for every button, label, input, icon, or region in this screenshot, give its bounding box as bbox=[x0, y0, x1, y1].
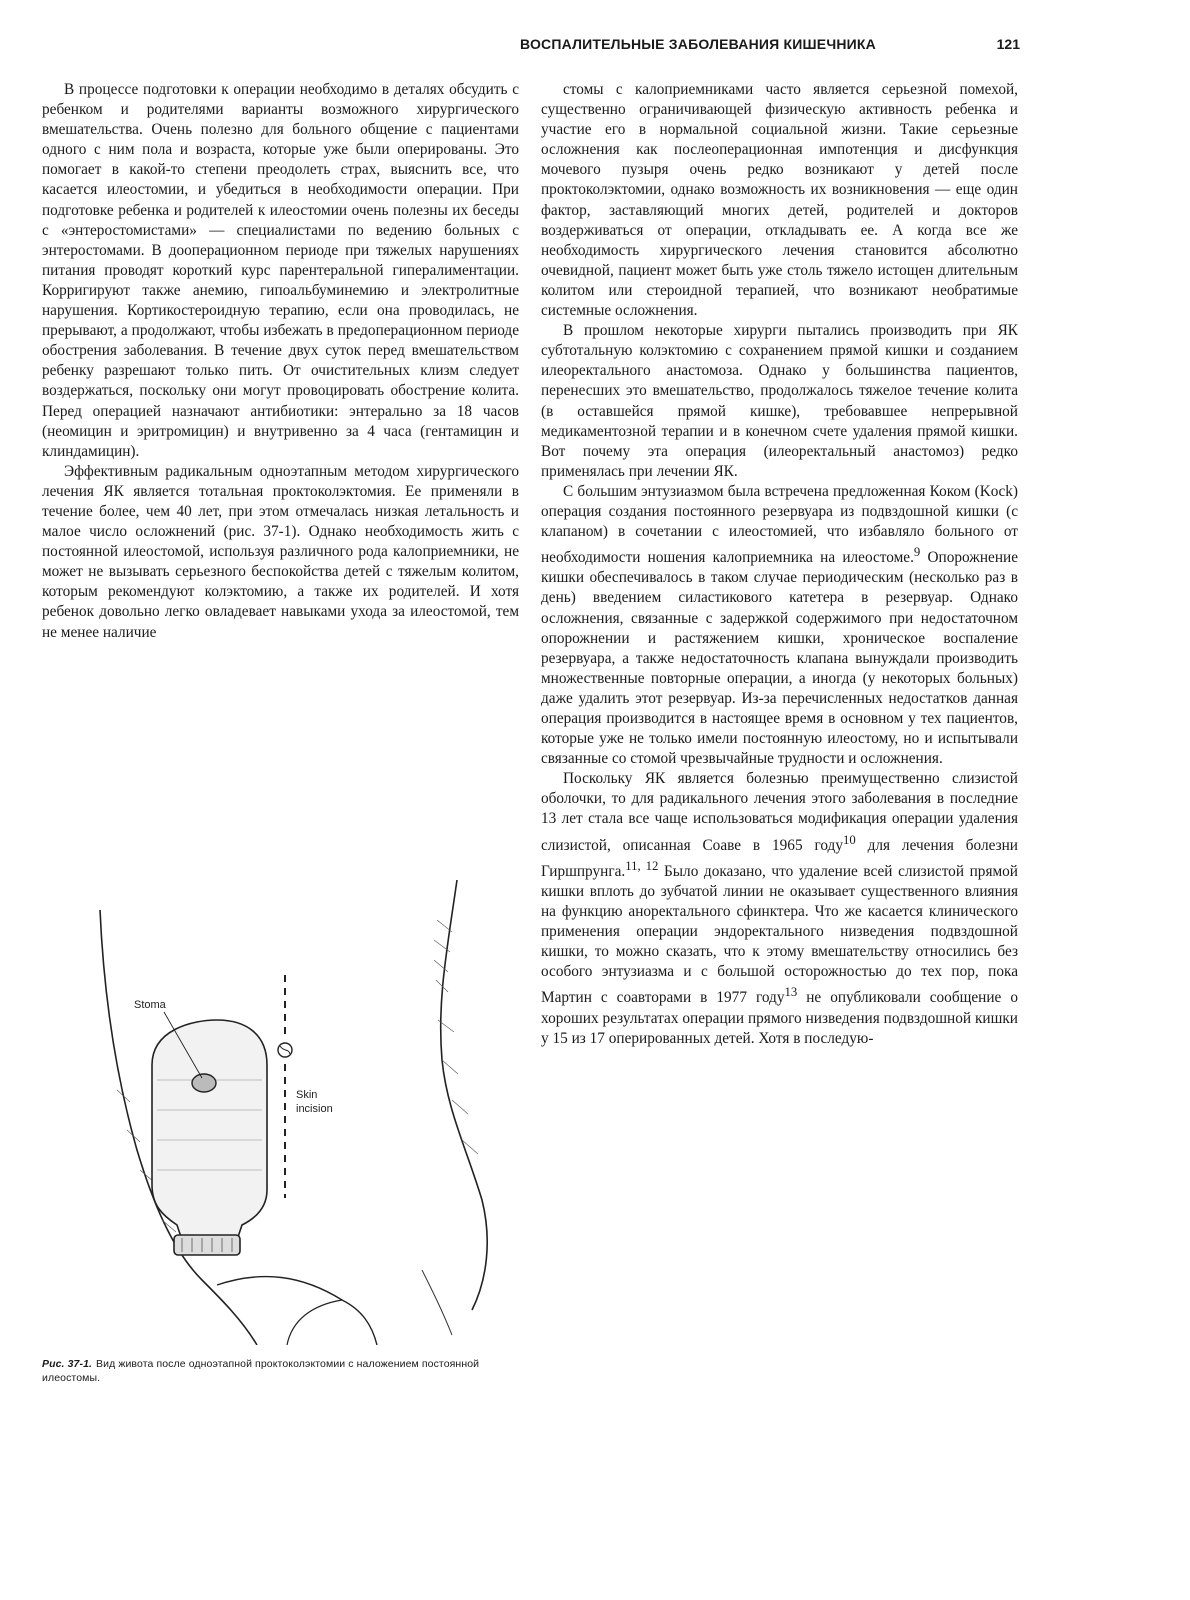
abdomen-illustration bbox=[42, 880, 519, 1345]
caption-text: Вид живота после одноэтапной проктоколэктомии с наложением постоянной илеостомы. bbox=[42, 1358, 480, 1384]
label-incision: incision bbox=[296, 1103, 333, 1115]
paragraph: В прошлом некоторые хирурги пытались производить при ЯК субтотальную колэктомию с сохранением прямой кишки и созданием илеоректального анастомоза. Однако у большинства пациентов, перенесших это вмешательство, продолжалось тяжелое течение колита (в оставшейся прямой кишке), требовавшее непрерывной медикаментозной терапии и в конечном счете удаления прямой кишки. Вот почему эта операция (илеоректальный анастомоз) редко применялась при лечении ЯК. bbox=[541, 322, 1018, 480]
figure-abdomen-ileostomy bbox=[42, 880, 519, 1345]
paragraph-text: не опубликовали сообщение о хороших результатах операции прямого низведения подвздошной кишки у 15 из 17 оперированных детей. Хотя в последую- bbox=[541, 989, 1018, 1047]
page-number: 121 bbox=[996, 36, 1020, 52]
right-column bbox=[541, 80, 1018, 1049]
paragraph-text: Было доказано, что удаление всей слизистой прямой кишки вплоть до зубчатой линии не оказывает существенного влияния на функцию аноректального сфинктера. Что же касается клинического применения операции эндоректального низведения подвздошной кишки, то можно сказать, что к этому вмешательству относились без особого энтузиазма и с большой осторожностью до тех пор, пока Мартин с соавторами в 1977 году bbox=[541, 862, 1018, 1007]
reference-marker: 13 bbox=[784, 985, 798, 1000]
paragraph: В процессе подготовки к операции необходимо в деталях обсудить с ребенком и родителями варианты возможного хирургического вмешательства. Очень полезно для больного общение с пациентами одного с ним пола и возраста, которые уже были оперированы. Это помогает в какой-то степени преодолеть страх, выяснить все, что касается илеостомии, и убедиться в необходимости операции. При подготовке ребенка и родителей к илеостомии очень полезны их беседы с «энтеростомистами» — специалистами по ведению больных с энтеростомами. В дооперационном периоде при тяжелых нарушениях питания проводят короткий курс парентеральной гипералиментации. Корригируют также анемию, гипоальбуминемию и электролитные нарушения. Кортикостероидную терапию, если она проводилась, не прерывают, а продолжают, чтобы избежать в предоперационном периоде обострения заболевания. В течение двух суток перед вмешательством ребенку разрешают только пить. От очистительных клизм следует воздержаться, поскольку они могут провоцировать обострение колита. Перед операцией назначают антибиотики: энтерально за 18 часов (неомицин и эритромицин) и внутривенно за 4 часа (гентамицин и клиндамицин). bbox=[42, 81, 519, 460]
page-header bbox=[520, 36, 1020, 60]
reference-marker: 11, 12 bbox=[625, 858, 659, 873]
paragraph: Эффективным радикальным одноэтапным методом хирургического лечения ЯК является тотальная проктоколэктомия. Ее применяли в течение более, чем 40 лет, при этом отмечалась низкая летальность и малое число осложнений (рис. 37-1). Однако необходимость жить с постоянной илеостомой, используя различного рода калоприемники, не может не вызывать серьезного беспокойства детей с тяжелым колитом, которым рекомендуют колэктомию, а также их родителей. И хотя ребенок довольно легко овладевает навыками ухода за илеостомой, тем не менее наличие bbox=[42, 462, 519, 641]
reference-marker: 9 bbox=[913, 545, 921, 560]
reference-marker: 10 bbox=[843, 832, 856, 847]
paragraph-text: Поскольку ЯК является болезнью преимущественно слизистой оболочки, то для радикального лечения этого заболевания в последние 13 лет стала все чаще использоваться модификация операции удаления слизистой, описанная Соаве в 1965 году bbox=[541, 770, 1018, 854]
running-head: ВОСПАЛИТЕЛЬНЫЕ ЗАБОЛЕВАНИЯ КИШЕЧНИКА bbox=[520, 36, 876, 52]
paragraph bbox=[541, 769, 1018, 1049]
paragraph-text: для лечения болезни Гиршпрунга. bbox=[541, 836, 1018, 880]
label-stoma: Stoma bbox=[134, 999, 166, 1011]
stoma bbox=[192, 1074, 216, 1092]
figure-caption bbox=[42, 1357, 519, 1385]
ostomy-bag bbox=[152, 1020, 267, 1240]
left-column bbox=[42, 80, 519, 643]
paragraph-text: С большим энтузиазмом была встречена предложенная Коком (Kock) операция создания постоянного резервуара из подвздошной кишки (с клапаном) в сочетании с илеостомией, что избавляло больного от необходимости ношения калоприемника на илеостоме. bbox=[541, 482, 1018, 567]
paragraph: стомы с калоприемниками часто является серьезной помехой, существенно ограничивающей физическую активность ребенка и участие его в нормальной социальной жизни. Такие серьезные осложнения как послеоперационная импотенция и дисфункция мочевого пузыря очень редко возникают у детей после проктоколэктомии, однако возможность их возникновения — еще один фактор, заставляющий многих детей, родителей и докторов воздерживаться от операции, откладывать ее. А когда все же необходимость хирургического лечения становится абсолютно очевидной, пациент может быть уже столь тяжело истощен длительным колитом или стероидной терапией, что возникают необратимые системные осложнения. bbox=[541, 81, 1018, 320]
caption-label: Рис. 37-1. bbox=[42, 1358, 93, 1370]
paragraph-text: Опорожнение кишки обеспечивалось в таком случае периодическим (несколько раз в день) введением силастикового катетера в резервуар. Однако осложнения, связанные с задержкой содержимого при недостаточном опорожнении и растяжением кишки, хроническое воспаление резервуара, а также недостаточность клапана вынуждали производить множественные повторные операции, а иногда (у некоторых больных) даже удалить этот резервуар. Из-за перечисленных недостатков данная операция производится в настоящее время в основном у тех пациентов, которые уже не только имели постоянную илеостому, но и испытывали связанные со стомой чрезвычайные трудности и осложнения. bbox=[541, 549, 1018, 768]
bag-outlet bbox=[174, 1235, 240, 1255]
paragraph bbox=[541, 482, 1018, 769]
label-skin: Skin bbox=[296, 1089, 318, 1101]
